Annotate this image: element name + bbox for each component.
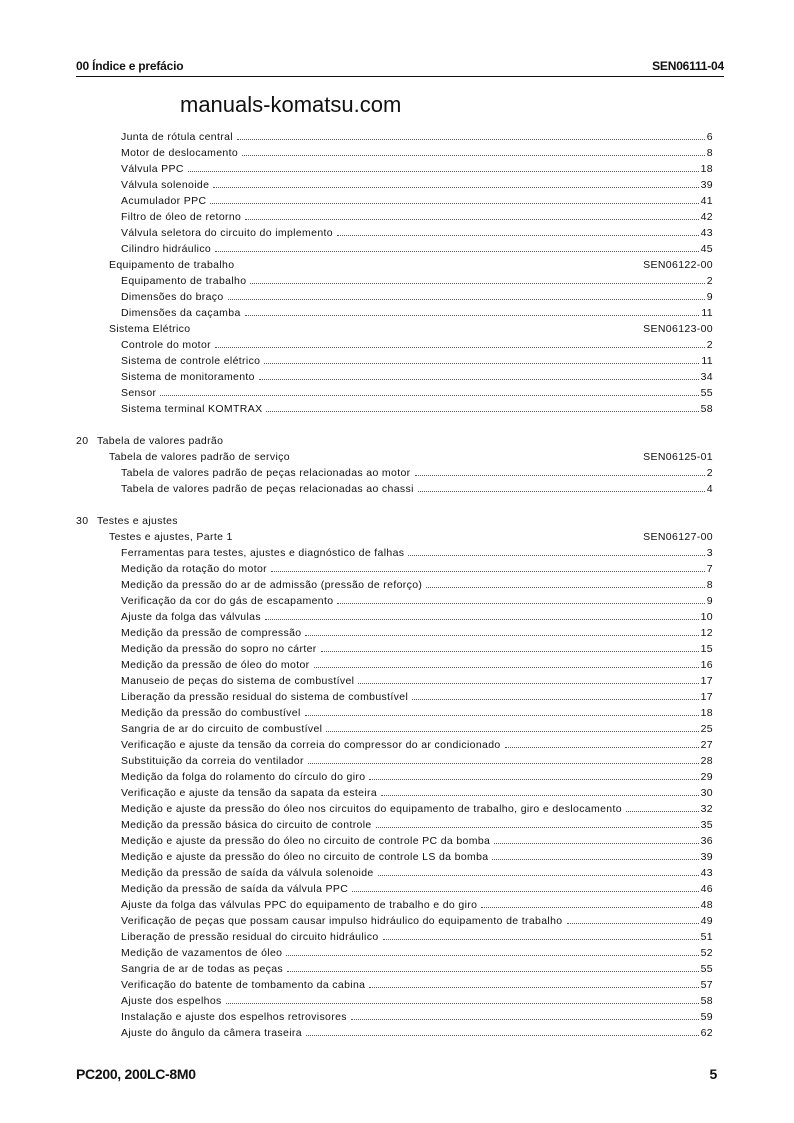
page-ref: 8 [706,147,713,159]
entry-title: Tabela de valores padrão de peças relacionadas ao chassi [121,483,414,495]
dot-leader [351,1019,699,1020]
toc-entry [76,897,713,913]
toc-section [76,321,713,337]
toc-section [76,449,713,465]
toc-entry [76,929,713,945]
dot-leader [376,827,699,828]
toc-entry [76,769,713,785]
entry-title: Sangria de ar do circuito de combustível [121,723,323,735]
page-ref: 9 [706,595,713,607]
dot-leader [266,411,698,412]
page-ref: 6 [706,131,713,143]
entry-title: Ajuste do ângulo da câmera traseira [121,1027,302,1039]
toc-chapter [76,433,713,449]
dot-leader [381,795,699,796]
dot-leader [308,763,699,764]
toc-entry [76,481,713,497]
dot-leader [305,635,698,636]
entry-title: Equipamento de trabalho [109,259,235,271]
dot-leader [492,859,698,860]
dot-leader [160,395,698,396]
page-ref: 11 [701,355,713,367]
page-ref: 55 [700,387,713,399]
dot-leader [188,171,699,172]
entry-title: Filtro de óleo de retorno [121,211,242,223]
entry-title: Controle do motor [121,339,211,351]
dot-leader [265,619,699,620]
entry-title: Acumulador PPC [121,195,207,207]
page-ref: 42 [700,211,713,223]
entry-title: Dimensões do braço [121,291,224,303]
section-code: SEN06123-00 [643,323,713,335]
page-ref: 28 [700,755,713,767]
entry-title: Sistema de controle elétrico [121,355,261,367]
toc-entry [76,689,713,705]
dot-leader [358,683,698,684]
toc-entry [76,881,713,897]
toc-chapter [76,513,713,529]
toc-entry [76,353,713,369]
page-ref: 48 [700,899,713,911]
dot-leader [271,571,705,572]
entry-title: Verificação e ajuste da tensão da sapata da esteira [121,787,378,799]
page-ref: 2 [706,467,713,479]
dot-leader [228,299,705,300]
entry-title: Ajuste da folga das válvulas PPC do equipamento de trabalho e do giro [121,899,478,911]
toc-entry [76,625,713,641]
dot-leader [352,891,698,892]
toc-entry [76,977,713,993]
page-ref: 2 [706,275,713,287]
page-ref: 2 [706,339,713,351]
entry-title: Ajuste da folga das válvulas [121,611,261,623]
toc-entry [76,465,713,481]
page-ref: 55 [700,963,713,975]
dot-leader [481,907,698,908]
toc-entry [76,401,713,417]
entry-title: Testes e ajustes, Parte 1 [109,531,233,543]
page-ref: 39 [700,179,713,191]
entry-title: Válvula seletora do circuito do implemento [121,227,333,239]
document-code: SEN06111-04 [652,59,724,73]
page-ref: 41 [700,195,713,207]
dot-leader [286,955,698,956]
toc-entry [76,753,713,769]
entry-title: Sangria de ar de todas as peças [121,963,284,975]
toc-entry [76,993,713,1009]
toc-entry [76,657,713,673]
page-ref: 49 [700,915,713,927]
entry-title: Medição da pressão de compressão [121,627,302,639]
page-ref: 16 [700,659,713,671]
toc-entry [76,369,713,385]
dot-leader [408,555,704,556]
dot-leader [426,587,705,588]
entry-title: Ferramentas para testes, ajustes e diagnóstico de falhas [121,547,405,559]
page-ref: 59 [700,1011,713,1023]
toc-entry [76,561,713,577]
toc-entry [76,289,713,305]
entry-title: Medição e ajuste da pressão do óleo no circuito de controle LS da bomba [121,851,489,863]
dot-leader [326,731,698,732]
toc-entry [76,273,713,289]
page-ref: 30 [700,787,713,799]
page-ref: 35 [700,819,713,831]
toc-entry [76,193,713,209]
model-name: PC200, 200LC-8M0 [76,1066,196,1082]
dot-leader [287,971,699,972]
dot-leader [415,475,705,476]
entry-title: Tabela de valores padrão de peças relacionadas ao motor [121,467,411,479]
dot-leader [215,347,705,348]
entry-title: Válvula PPC [121,163,184,175]
toc-entry [76,225,713,241]
entry-title: Cilindro hidráulico [121,243,212,255]
toc-entry [76,785,713,801]
entry-title: Medição da pressão básica do circuito de controle [121,819,372,831]
dot-leader [259,379,699,380]
page-ref: 58 [700,403,713,415]
dot-leader [245,219,698,220]
entry-title: Testes e ajustes [97,515,178,527]
dot-leader [306,1035,699,1036]
entry-title: Liberação da pressão residual do sistema de combustível [121,691,409,703]
entry-title: Liberação de pressão residual do circuito hidráulico [121,931,379,943]
chapter-number: 20 [76,435,89,447]
entry-title: Instalação e ajuste dos espelhos retrovisores [121,1011,347,1023]
entry-title: Manuseio de peças do sistema de combustível [121,675,355,687]
blank-row [76,497,713,513]
page-ref: 27 [700,739,713,751]
blank-row [76,417,713,433]
dot-leader [264,363,699,364]
page-ref: 43 [700,867,713,879]
toc-entry [76,129,713,145]
page-ref: 7 [706,563,713,575]
entry-title: Verificação da cor do gás de escapamento [121,595,334,607]
dot-leader [245,315,700,316]
entry-title: Medição da pressão de saída da válvula PPC [121,883,349,895]
page-ref: 29 [700,771,713,783]
toc-entry [76,961,713,977]
section-code: SEN06125-01 [643,451,713,463]
entry-title: Medição e ajuste da pressão do óleo nos circuitos do equipamento de trabalho, giro e deslocamento [121,803,622,815]
entry-title: Motor de deslocamento [121,147,239,159]
page-ref: 8 [706,579,713,591]
dot-leader [305,715,699,716]
toc-entry [76,705,713,721]
toc-entry [76,385,713,401]
entry-title: Tabela de valores padrão de serviço [109,451,290,463]
toc-entry [76,737,713,753]
toc-entry [76,593,713,609]
page-ref: 52 [700,947,713,959]
dot-leader [494,843,698,844]
toc-entry [76,145,713,161]
dot-leader [226,1003,699,1004]
toc-section [76,529,713,545]
page-ref: 12 [700,627,713,639]
toc-entry [76,209,713,225]
page-ref: 58 [700,995,713,1007]
page-ref: 25 [700,723,713,735]
dot-leader [383,939,699,940]
dot-leader [337,235,699,236]
entry-title: Junta de rótula central [121,131,233,143]
entry-title: Sistema de monitoramento [121,371,255,383]
dot-leader [213,187,698,188]
dot-leader [369,779,698,780]
dot-leader [314,667,699,668]
toc-entry [76,673,713,689]
toc-entry [76,801,713,817]
toc-entry [76,945,713,961]
dot-leader [505,747,699,748]
entry-title: Sistema terminal KOMTRAX [121,403,263,415]
dot-leader [215,251,699,252]
entry-title: Medição da pressão do ar de admissão (pressão de reforço) [121,579,423,591]
page-ref: 45 [700,243,713,255]
page-ref: 4 [706,483,713,495]
toc-entry [76,721,713,737]
entry-title: Sensor [121,387,157,399]
page-ref: 9 [706,291,713,303]
toc-entry [76,241,713,257]
entry-title: Ajuste dos espelhos [121,995,222,1007]
page-ref: 57 [700,979,713,991]
entry-title: Verificação do batente de tombamento da cabina [121,979,366,991]
toc-entry [76,913,713,929]
entry-title: Sistema Elétrico [109,323,191,335]
entry-title: Medição e ajuste da pressão do óleo no circuito de controle PC da bomba [121,835,491,847]
entry-title: Medição da pressão do sopro no cárter [121,643,317,655]
chapter-number: 30 [76,515,89,527]
page-ref: 34 [700,371,713,383]
page-ref: 3 [706,547,713,559]
section-title: 00 Índice e prefácio [76,59,184,73]
toc-entry [76,865,713,881]
page-ref: 18 [700,163,713,175]
toc-entry [76,305,713,321]
dot-leader [567,923,699,924]
dot-leader [418,491,705,492]
toc-entry [76,577,713,593]
dot-leader [378,875,699,876]
entry-title: Verificação de peças que possam causar impulso hidráulico do equipamento de trabalho [121,915,563,927]
entry-title: Equipamento de trabalho [121,275,247,287]
page-ref: 32 [700,803,713,815]
dot-leader [321,651,699,652]
toc-entry [76,817,713,833]
entry-title: Válvula solenoide [121,179,210,191]
dot-leader [412,699,698,700]
entry-title: Medição da folga do rolamento do círculo do giro [121,771,366,783]
toc-section [76,257,713,273]
toc-entry [76,1025,713,1041]
toc-entry [76,849,713,865]
page-number: 5 [709,1066,717,1082]
page-ref: 11 [701,307,713,319]
entry-title: Medição da rotação do motor [121,563,268,575]
page-ref: 39 [700,851,713,863]
toc-entry [76,161,713,177]
toc-entry [76,337,713,353]
dot-leader [337,603,704,604]
entry-title: Verificação e ajuste da tensão da correia do compressor do ar condicionado [121,739,501,751]
section-code: SEN06127-00 [643,531,713,543]
entry-title: Medição de vazamentos de óleo [121,947,283,959]
table-of-contents [76,129,713,1041]
toc-entry [76,177,713,193]
section-code: SEN06122-00 [643,259,713,271]
watermark: manuals-komatsu.com [180,92,402,117]
dot-leader [242,155,705,156]
page-ref: 15 [700,643,713,655]
entry-title: Dimensões da caçamba [121,307,241,319]
page-ref: 46 [700,883,713,895]
dot-leader [369,987,698,988]
entry-title: Medição da pressão de óleo do motor [121,659,310,671]
toc-entry [76,833,713,849]
page-ref: 18 [700,707,713,719]
dot-leader [626,811,699,812]
toc-entry [76,609,713,625]
page-ref: 17 [700,691,713,703]
toc-entry [76,545,713,561]
page-header [76,59,724,77]
page-ref: 10 [700,611,713,623]
page-ref: 51 [700,931,713,943]
dot-leader [250,283,704,284]
toc-entry [76,1009,713,1025]
page-ref: 17 [700,675,713,687]
entry-title: Medição da pressão de saída da válvula solenoide [121,867,374,879]
dot-leader [210,203,698,204]
page-ref: 36 [700,835,713,847]
page-ref: 62 [700,1027,713,1039]
entry-title: Substituição da correia do ventilador [121,755,304,767]
page-footer [76,1066,717,1082]
entry-title: Medição da pressão do combustível [121,707,301,719]
page-ref: 43 [700,227,713,239]
dot-leader [237,139,705,140]
entry-title: Tabela de valores padrão [97,435,224,447]
toc-entry [76,641,713,657]
